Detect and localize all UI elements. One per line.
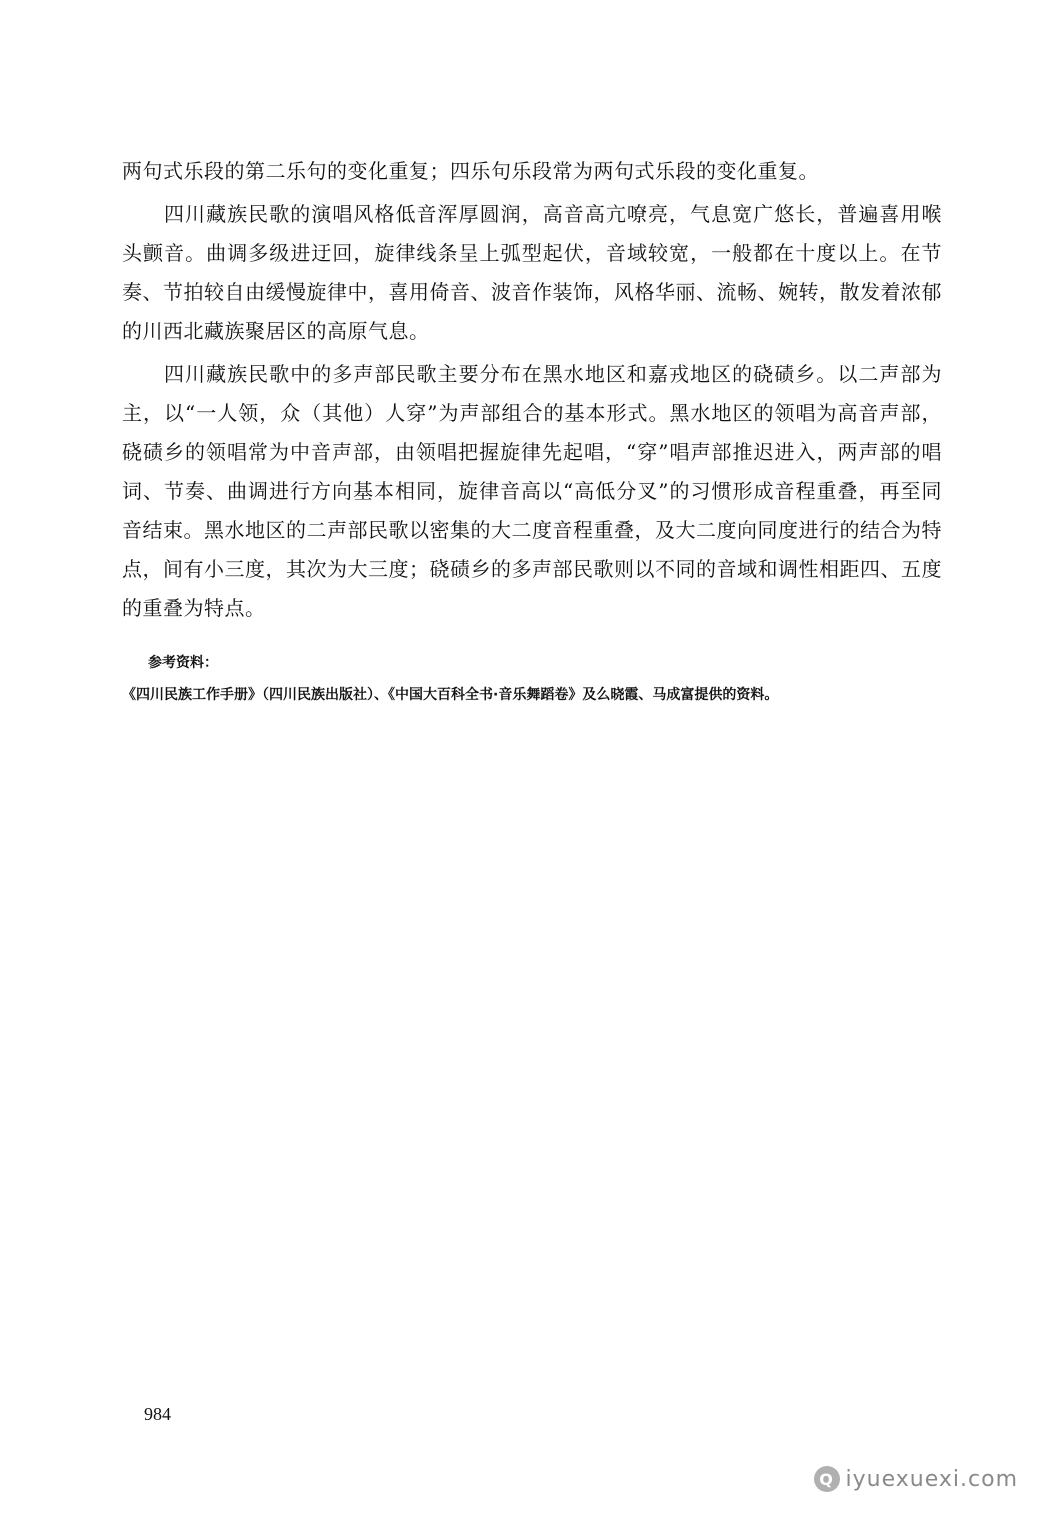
watermark xyxy=(814,1466,1018,1492)
watermark-text: iyuexuexi.com xyxy=(845,1466,1018,1492)
references-text: 《四川民族工作手册》（四川民族出版社）、《中国大百科全书·音乐舞蹈卷》及么晓霞、马成富提供的资料。 xyxy=(122,687,779,703)
body-text xyxy=(122,152,942,628)
paragraph-1: 两句式乐段的第二乐句的变化重复；四乐句乐段常为两句式乐段的变化重复。 xyxy=(122,159,819,183)
q-logo-icon: Q xyxy=(814,1466,840,1492)
paragraph-2: 四川藏族民歌的演唱风格低音浑厚圆润，高音高亢嘹亮，气息宽广悠长，普遍喜用喉头颤音。曲调多级进迂回，旋律线条呈上弧型起伏，音域较宽，一般都在十度以上。在节奏、节拍较自由缓慢旋律中，喜用倚音、波音作装饰，风格华丽、流畅、婉转，散发着浓郁的川西北藏族聚居区的高原气息。 xyxy=(122,202,942,343)
references-title: 参考资料： xyxy=(148,655,218,671)
references-section xyxy=(122,652,942,706)
page-number: 984 xyxy=(144,1404,171,1424)
paragraph-3: 四川藏族民歌中的多声部民歌主要分布在黑水地区和嘉戎地区的硗碛乡。以二声部为主，以“一人领，众（其他）人穿”为声部组合的基本形式。黑水地区的领唱为高音声部，硗碛乡的领唱常为中音声部，由领唱把握旋律先起唱，“穿”唱声部推迟进入，两声部的唱词、节奏、曲调进行方向基本相同，旋律音高以“高低分叉”的习惯形成音程重叠，再至同音结束。黑水地区的二声部民歌以密集的大二度音程重叠，及大二度向同度进行的结合为特点，间有小三度，其次为大三度；硗碛乡的多声部民歌则以不同的音域和调性相距四、五度的重叠为特点。 xyxy=(122,362,942,620)
